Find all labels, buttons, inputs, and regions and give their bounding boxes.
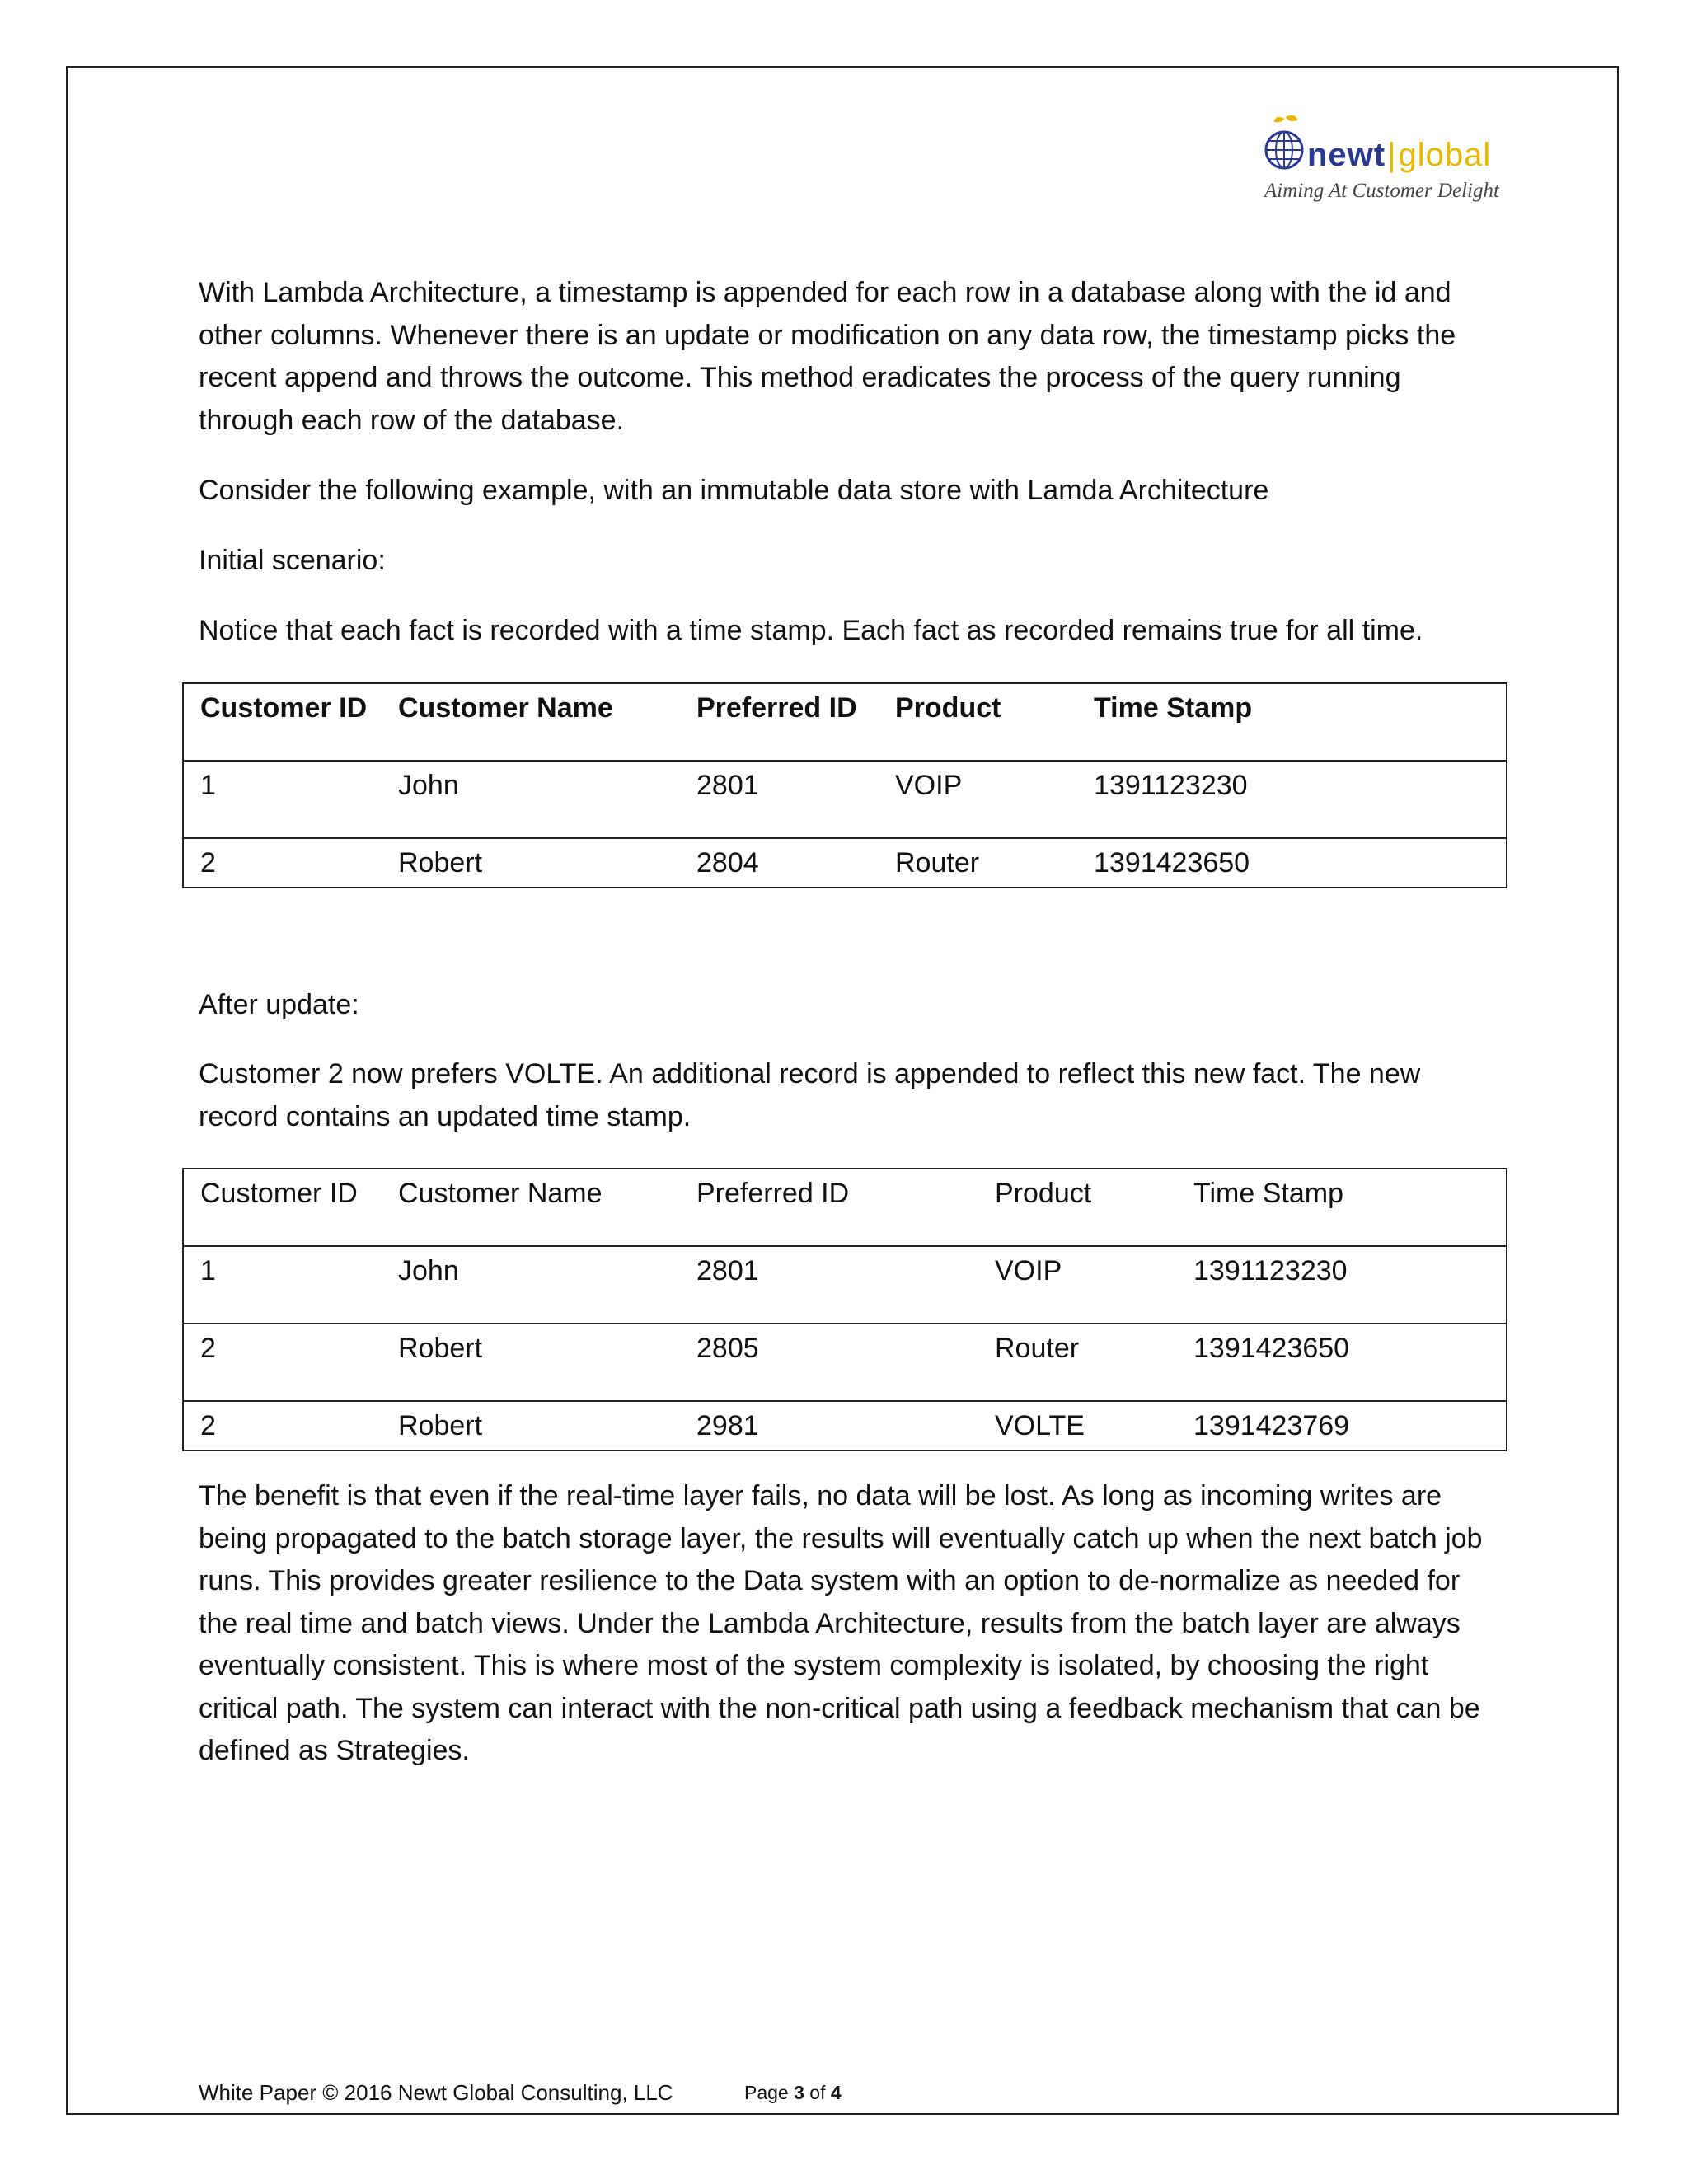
notice-paragraph: Notice that each fact is recorded with a time stamp. Each fact as recorded remains true for all time. [199,615,1423,646]
company-logo [1261,114,1499,213]
globe-icon [1261,114,1311,180]
table-cell: VOLTE [978,1401,1177,1451]
table-cell: 2 [183,1401,382,1451]
table-header-row [183,1169,1507,1246]
initial-table [182,682,1507,888]
table-cell: Robert [382,838,680,888]
table-header-cell: Customer Name [382,1169,680,1246]
after-update-heading: After update: [199,989,359,1020]
table-cell: 2801 [680,761,879,838]
page-footer [199,2080,842,2106]
table-header-cell: Customer ID [183,683,382,761]
table-cell: 1 [183,1246,382,1324]
update-paragraph: Customer 2 now prefers VOLTE. An additional record is appended to reflect this new fact. The new record contains an updated time stamp. [199,1058,1421,1132]
table-row [183,838,1507,888]
table-header-cell: Customer ID [183,1169,382,1246]
table-cell: Robert [382,1401,680,1451]
initial-scenario-heading: Initial scenario: [199,545,386,576]
table-cell: 2981 [680,1401,978,1451]
table-header-cell: Customer Name [382,683,680,761]
table-cell: Robert [382,1324,680,1401]
table-cell: 2801 [680,1246,978,1324]
table-cell: 1391123230 [1177,1246,1507,1324]
table-header-cell: Preferred ID [680,683,879,761]
table-cell: 1391423650 [1077,838,1507,888]
table-header-cell: Preferred ID [680,1169,978,1246]
table-cell: 1 [183,761,382,838]
table-cell: 1391423769 [1177,1401,1507,1451]
table-header-cell: Time Stamp [1177,1169,1507,1246]
table-row [183,1401,1507,1451]
table-cell: VOIP [879,761,1077,838]
table-cell: 2 [183,1324,382,1401]
table-cell: 2804 [680,838,879,888]
logo-tagline: Aiming At Customer Delight [1264,180,1499,202]
example-paragraph: Consider the following example, with an immutable data store with Lamda Architecture [199,475,1269,506]
logo-wordmark: newt|global [1307,137,1492,173]
table-cell: Router [879,838,1077,888]
table-row [183,1246,1507,1324]
table-header-row [183,683,1507,761]
table-row [183,761,1507,838]
table-cell: 1391123230 [1077,761,1507,838]
table-cell: 2805 [680,1324,978,1401]
table-cell: Router [978,1324,1177,1401]
updated-table [182,1168,1507,1451]
table-header-cell: Time Stamp [1077,683,1507,761]
table-header-cell: Product [879,683,1077,761]
footer-copyright: White Paper © 2016 Newt Global Consulting, LLC [199,2080,673,2105]
table-cell: VOIP [978,1246,1177,1324]
table-header-cell: Product [978,1169,1177,1246]
page-number: Page 3 of 4 [744,2082,842,2103]
intro-paragraph: With Lambda Architecture, a timestamp is appended for each row in a database along with the id and other columns. Whenever there is an update or modification on any data row, the timestamp picks the recent append and throws the outcome. This method eradicates the process of the query running through each row of the database. [199,277,1456,436]
table-cell: John [382,761,680,838]
benefit-paragraph: The benefit is that even if the real-time layer fails, no data will be lost. As long as incoming writes are being propagated to the batch storage layer, the results will eventually catch up when the next batch job runs. This provides greater resilience to the Data system with an option to de-normalize as needed for the real time and batch views. Under the Lambda Architecture, results from the batch layer are always eventually consistent. This is where most of the system complexity is isolated, by choosing the right critical path. The system can interact with the non-critical path using a feedback mechanism that can be defined as Strategies. [199,1480,1483,1766]
table-cell: 2 [183,838,382,888]
table-cell: John [382,1246,680,1324]
table-cell: 1391423650 [1177,1324,1507,1401]
table-row [183,1324,1507,1401]
